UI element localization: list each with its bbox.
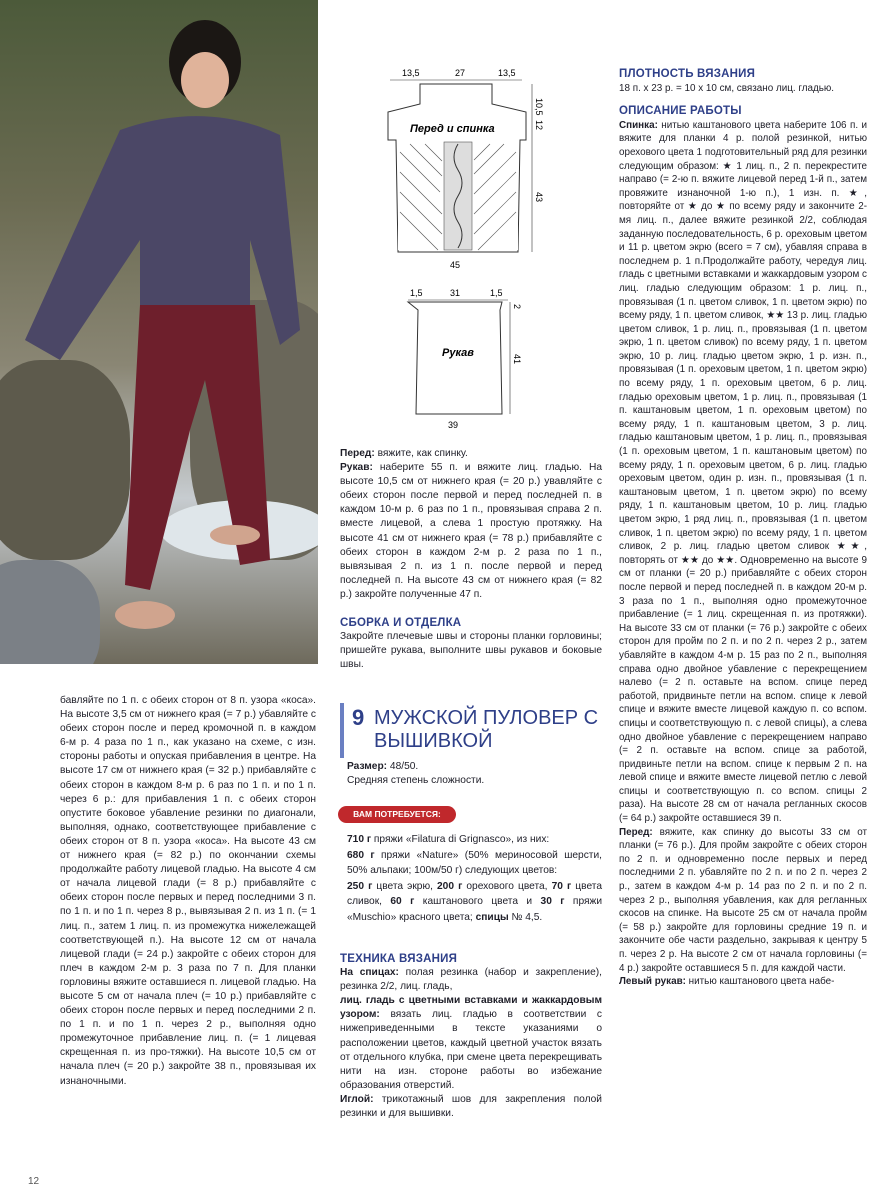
item-number: 9 — [352, 705, 365, 730]
right-front-text: вяжите, как спинку до высоты 33 см от планки (= 76 р.). Для пройм закройте с обеих сторон по 2 п. и одновременно после первых и перед последними 2 п. убавляйте по 2 п. и по 2 п. через 2 р., затем в каждом 4-м р. 14 раз по 2 п. и по 2 п. через 2 р., выполняя убавления, как для регланных скосов на спинке. На высоте 25 см от начала пройм (= 58 р.) закройте для горловины средние 19 п. и закончите обе части раздельно, закрывая к центру 5 п. через 2 р. На высоте 2 см от начала горловины (= 4 р.) закройте оставшиеся 5 п. для каждой части. — [619, 826, 867, 974]
assembly-text: Закройте плечевые швы и стороны планки горловины; пришейте рукава, выполните швы рукавов и боковые швы. — [340, 631, 602, 671]
sleeve-diagram — [398, 286, 538, 434]
needles-size: № 4,5. — [508, 911, 543, 923]
materials-weight-4: 200 г — [437, 880, 463, 892]
page-number: 12 — [28, 1176, 40, 1187]
sleeve-label: Рукав — [442, 347, 474, 359]
materials-block — [347, 832, 602, 925]
height-2: 12 — [534, 120, 544, 131]
width-left: 13,5 — [402, 68, 420, 78]
sleeve-width-bottom: 39 — [448, 420, 459, 430]
materials-text-6: каштанового цвета и — [414, 896, 541, 907]
tech-text-2: вязать лиц. гладью в соответствии с нижеприведенными в тексте указаниями о расположении цветов, каждый цветной участок вязать от отдельного клубка, при смене цвета перекрещивать нити на изн. стороне работы во избежание образования отверстий. — [340, 1009, 602, 1091]
materials-text-4: орехового цвета, — [462, 880, 552, 892]
materials-text-7: пряжи «Muschio» красного цвета; — [347, 896, 603, 923]
description-title: ОПИСАНИЕ РАБОТЫ — [619, 105, 742, 118]
technique-block — [340, 952, 602, 1121]
materials-weight-3: 250 г — [347, 880, 373, 892]
front-back-diagram — [380, 62, 560, 277]
front-paragraph — [340, 447, 602, 461]
materials-text-3: цвета экрю, — [372, 880, 437, 892]
right-column — [619, 68, 867, 989]
middle-column-top — [340, 447, 602, 672]
left-sleeve-text: нитью каштанового цвета набе- — [685, 976, 835, 988]
front-label: Перед: — [340, 448, 375, 459]
tech-text-1: полая резинка (набор и закрепление), резинка 2/2, лиц. гладь, — [340, 967, 603, 993]
assembly-title: СБОРКА И ОТДЕЛКА — [340, 617, 462, 630]
sleeve-height-2: 41 — [512, 354, 522, 365]
need-badge: ВАМ ПОТРЕБУЕТСЯ: — [338, 806, 456, 823]
size-label: Размер: — [347, 761, 388, 772]
back-label: Спинка: — [619, 119, 658, 131]
width-bottom: 45 — [450, 260, 461, 270]
right-front-label: Перед: — [619, 826, 653, 838]
size-value: 48/50. — [387, 761, 419, 772]
left-sleeve-label: Левый рукав: — [619, 976, 686, 988]
tech-label-3: Иглой: — [340, 1093, 374, 1105]
tech-label-1: На спицах: — [340, 967, 399, 979]
tech-label-2: лиц. гладь с цветными вставками и жаккардовым узором: — [340, 995, 602, 1021]
sleeve-height-1: 2 — [512, 304, 522, 310]
width-right: 13,5 — [498, 68, 516, 78]
size-block — [347, 760, 602, 788]
materials-text-5: цвета сливок, — [347, 880, 602, 907]
density-title: ПЛОТНОСТЬ ВЯЗАНИЯ — [619, 68, 756, 80]
item-title-block — [340, 703, 604, 758]
front-back-label: Перед и спинка — [410, 123, 495, 135]
sleeve-text: наберите 55 п. и вяжите лиц. гладью. На высоте 10,5 см от нижнего края (= 20 р.) увавляйте с обеих сторон после первой и перед последней п. в каждом 10-м р. 6 раз по 1 п., провязывая справа 2 п. вместе лицевой, а слева 1 простую протяжку. На высоте 41 см от нижнего края (= 78 р.) прибавляйте с обеих сторон в каждом 2-м р. 2 раза по 1 п., вывязывая 2 п. из 1 п. после первой и перед последней п. На высоте 43 см от нижнего края (= 82 р.) закройте полученные 47 п. — [340, 462, 602, 600]
sleeve-width-right: 1,5 — [490, 288, 503, 298]
technique-title: ТЕХНИКА ВЯЗАНИЯ — [340, 953, 458, 965]
sleeve-width-left: 1,5 — [410, 288, 423, 298]
materials-text-1: пряжи «Filatura di Grignasco», из них: — [371, 834, 550, 845]
density-text: 18 п. х 23 р. = 10 х 10 см, связано лиц. гладью. — [619, 82, 835, 94]
left-column-text — [60, 694, 316, 1089]
item-title: МУЖСКОЙ ПУЛОВЕР С ВЫШИВКОЙ — [374, 707, 599, 752]
sleeve-paragraph — [340, 461, 602, 602]
materials-weight-6: 60 г — [390, 896, 415, 907]
materials-weight-5: 70 г — [551, 880, 572, 892]
front-text: вяжите, как спинку. — [374, 448, 468, 459]
materials-weight-7: 30 г — [540, 896, 565, 907]
left-paragraph: бавляйте по 1 п. с обеих сторон от 8 п. узора «коса». На высоте 3,5 см от нижнего края (= 7 р.) убавляйте с обеих сторон после и перед кромочной п. в каждом 6-м р. 4 раза по 1 п., как указано на схеме, с изн. стороны работы и опуская прибавления в центре. На высоте 17 см от нижнего края (= 32 р.) прибавляйте с обеих сторон в каждом 8-м р. 6 раз по 1 п. и по 1 п. через 6 р.: для прибавления 1 п. с обеих сторон опустите боковое убавление резинки по диагонали, выполняя, однако, соответствующее прибавление с обеих сторон от 8 п. узора «коса». На высоте 43 см от нижнего края (= 82 р.) по окончании схемы продолжайте работу лицевой гладью. На высоте 4 см от начала лицевой глади (= 8 р.) прибавляйте с обеих сторон после первых и перед последними 3 п. по 1 п. и по 1 п. через 8 р., вывязывая 2 п. из 1 п. (= 1 лиц. п., затем 1 лиц. п. из промежутка нижележащей соответствующей п.). На высоте 12 см от начала лицевой глади (= 24 р.) закройте с обеих сторон для плеч в каждом 2-м р. 3 раза по 7 п. Для планки горловины вяжите оставшиеся п. лицевой гладью. На высоте 5 см от начала плеч (= 10 р.) прибавляйте с обеих сторон после первых и перед последними 2 п. по 1 п. и по 1 п. через 2 р., выполняя одно промежуточное прибавление лиц. п. (= 1 лицевая скрещенная п. из про-тяжки). На высоте 10,5 см от начала плеч (= 20 р.) закройте 38 п., провязывая их изнаночными. — [60, 695, 316, 1087]
height-3: 43 — [534, 192, 544, 203]
sleeve-width-mid: 31 — [450, 288, 461, 298]
width-mid: 27 — [455, 68, 466, 78]
sleeve-label-text: Рукав: — [340, 462, 373, 474]
tech-text-3: трикотажный шов для закрепления полой резинки и для вышивки. — [340, 1093, 602, 1120]
height-1: 10,5 — [534, 98, 544, 116]
model-figure — [0, 0, 318, 664]
model-photo — [0, 0, 318, 664]
materials-text-2: пряжи «Nature» (50% мериносовой шерсти, 50% альпаки; 100м/50 г) следующих цветов: — [347, 849, 602, 876]
difficulty: Средняя степень сложности. — [347, 775, 485, 787]
materials-weight-2: 680 г — [347, 849, 375, 861]
needles-label: спицы — [475, 911, 509, 923]
materials-weight-1: 710 г — [347, 834, 372, 845]
back-text: нитью каштанового цвета наберите 106 п. и вяжите для планки 4 р. полой резинкой, нитью орехового цвета 1 подготовительный ряд для резинки следующим образом: ★ 1 лиц. п., 2 п. перекрестите направо (= 2-ю п. вяжите лицевой перед 1-й п., затем провяжите изнаночной 1-ю п.), 1 изн. п. ★, повторяйте от ★ до ★ по всему ряду и закончите 2-мя лиц. п., далее вяжите резинкой 2/2, соблюдая заданную последовательность, 6 р. ореховым цветом и 11 р. цветом экрю (всего = 7 см), убавляя справа в последнем р. 1 п.Продолжайте работу, чередуя лиц. гладь с цветными вставками и жаккардовым узором с лиц. гладью следующим образом: 1 р. лиц. п., провязывая (1 п. цветом сливок, 1 п. цветом экрю) по всему ряду, 1 п. цветом сливок, ★★ 13 р. лиц. гладью цветом сливок, 1 р. лиц. п., провязывая (1 п. цветом экрю, 1 п. цветом сливок) по всему ряду, 1 п. цветом экрю, 10 р. лиц. гладью цветом экрю, 1 р. изн. п., провязывая (1 п. ореховым цветом, 1 п. цветом экрю) по всему ряду, 1 п. ореховым цветом, 6 р. лиц. гладью ореховым цветом, 1 р. лиц. п., провязывая (1 п. каштановым цветом, 1 п. ореховым цветом) по всему ряду, 1 п. каштановым цветом, 3 р. лиц. гладью каштановым цветом, 1 р. лиц. п., провязывая (1 п. ореховым цветом, 1 п. каштановым цветом) по всему ряду, 1 п. ореховым цветом, 6 р. лиц. гладью ореховым цветом, один р. изн. п., провязывая (1 п. каштановым цветом, 1 п. цветом экрю) по всему ряду, 1 п. каштановым цветом, 10 р. лиц. гладью цветом экрю, 1 ряд лиц. п., провязывая (1 п. цветом сливок, 1 п. цветом экрю) по всему ряду, 1 п. цветом сливок, 2 р. лиц. гладью цветом сливок ★★, повторять от ★★ до ★★. Одновременно на высоте 9 см от планки (= 20 р.) прибавляйте с обеих сторон после первой и перед последней п. в каждом 20-м р. 3 раза по 1 п., выполняя одно промежуточное прибавление (= 1 лиц. скрещенная п. из протяжки). На высоте 33 см от планки (= 76 р.) закройте с обеих сторон для пройм по 2 п. и по 2 п. через 2 р., затем убавляйте в каждом 4-м р. 15 раз по 2 п., выполняя справа одно двойное убавление с перекрещением налево (= 2 п. оставьте на вспом. спице перед работой, придвиньте петли на вспом. спице к левой спице и вяжите вместе лицевой каждую п. со вспом. спицы и соответствующую п. с левой спицы), а слева одно двойное убавление с перекрещением направо (= 2 п. оставьте на вспом. спице за работой, придвиньте петли на вспом. спице к первым 2 п. на левой спице и вяжите вместе лицевой петлю с левой спицы и соответствующую п. со вспом. спицы 2 раза). На высоте 28 см от начала регланных скосов (= 64 р.) закройте оставшиеся 39 п. — [619, 119, 867, 825]
